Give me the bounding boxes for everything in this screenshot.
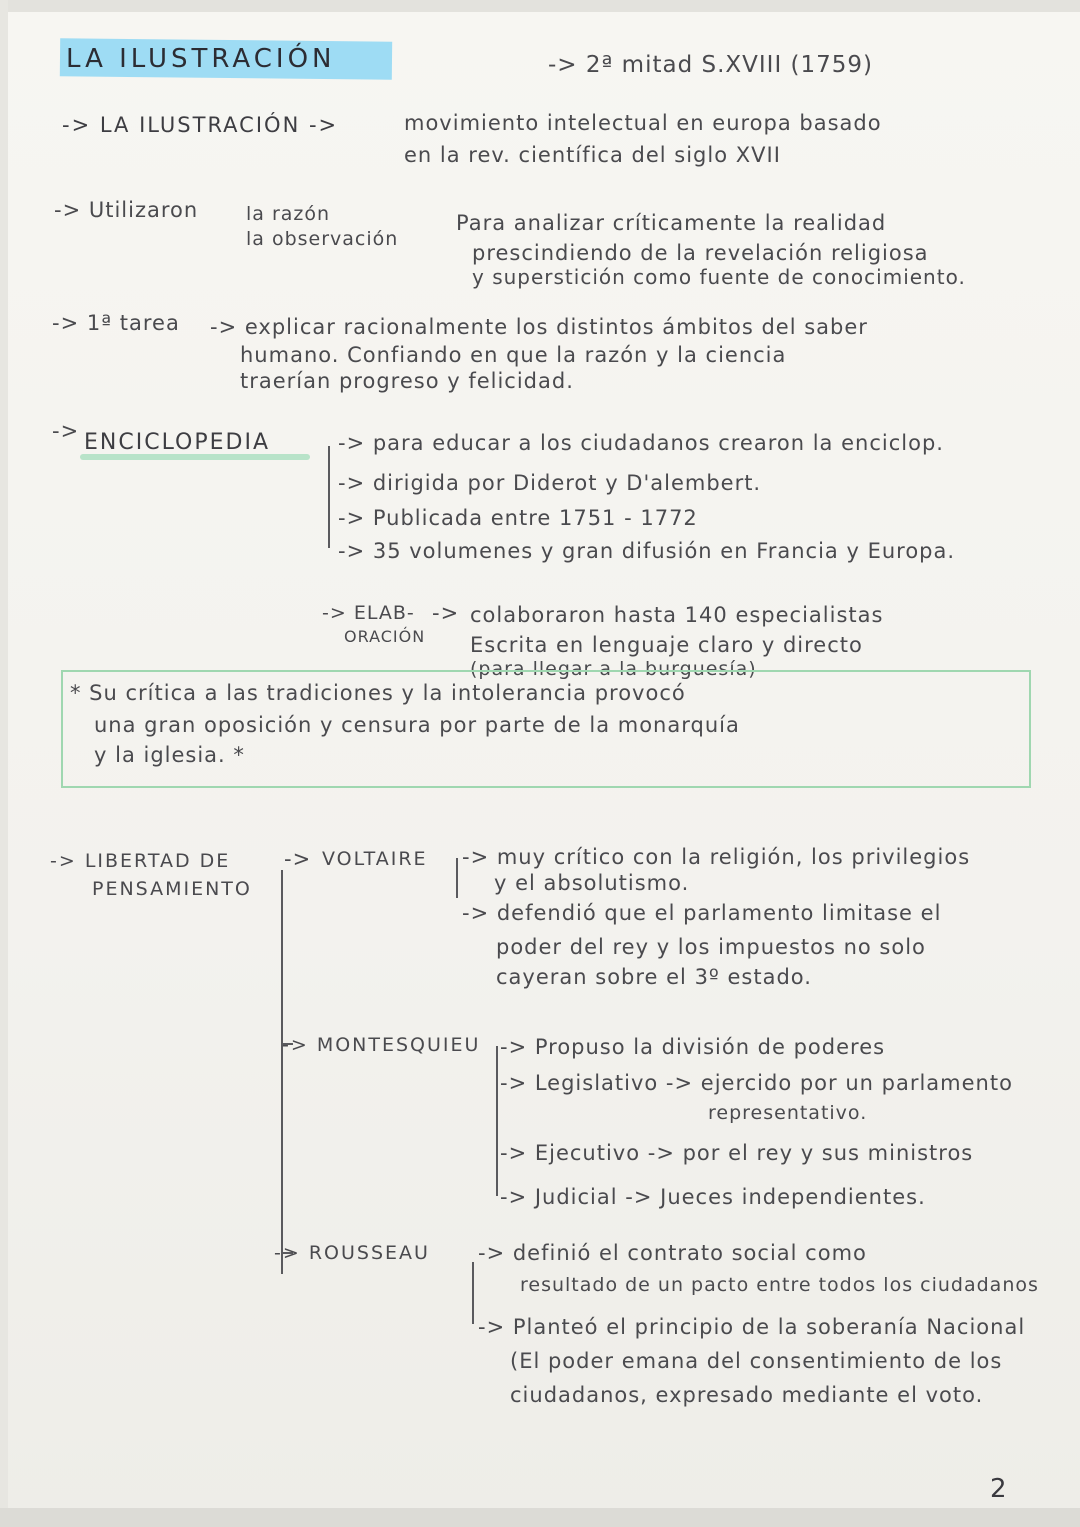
rousseau-name: -> ROUSSEAU: [274, 1242, 430, 1264]
rousseau-bracket: [472, 1262, 474, 1324]
encyclopedia-item-4: -> 35 volumenes y gran difusión en Francia y Europa.: [338, 539, 956, 563]
montesquieu-line-4: -> Ejecutivo -> por el rey y sus ministros: [500, 1141, 974, 1165]
tools-purpose-line-2: prescindiendo de la revelación religiosa: [472, 241, 929, 265]
encyclopedia-label: ENCICLOPEDIA: [84, 430, 271, 455]
montesquieu-bracket: [496, 1046, 498, 1196]
montesquieu-line-1: -> Propuso la división de poderes: [500, 1035, 886, 1059]
page-title: LA ILUSTRACIÓN: [66, 44, 336, 74]
rousseau-line-5: ciudadanos, expresado mediante el voto.: [510, 1383, 984, 1407]
page-left-edge: [0, 0, 8, 1527]
elaboration-line-1: colaboraron hasta 140 especialistas: [470, 603, 884, 627]
definition-term: -> LA ILUSTRACIÓN ->: [62, 113, 339, 137]
note-line-3: y la iglesia. *: [94, 743, 245, 767]
first-task-label: -> 1ª tarea: [52, 311, 180, 335]
note-line-1: * Su crítica a las tradiciones y la intolerancia provocó: [70, 681, 686, 705]
first-task-line-2: humano. Confiando en que la razón y la ciencia: [240, 343, 787, 367]
first-task-line-3: traerían progreso y felicidad.: [240, 369, 574, 393]
elaboration-line-3: (para llegar a la burguesía): [470, 658, 757, 680]
page-bottom-edge: [0, 1508, 1080, 1527]
tools-purpose-line-3: y superstición como fuente de conocimiento.: [472, 265, 966, 289]
voltaire-line-5: cayeran sobre el 3º estado.: [496, 965, 812, 989]
tools-item-reason: la razón: [246, 203, 331, 225]
note-line-2: una gran oposición y censura por parte de la monarquía: [94, 713, 740, 737]
freedom-tree-line: [281, 870, 283, 1274]
montesquieu-line-5: -> Judicial -> Jueces independientes.: [500, 1185, 926, 1209]
tools-item-observation: la observación: [246, 228, 399, 250]
montesquieu-line-3: representativo.: [708, 1102, 868, 1124]
freedom-label-line-2: PENSAMIENTO: [92, 878, 252, 900]
period-note: -> 2ª mitad S.XVIII (1759): [548, 52, 874, 78]
freedom-arrow: ->: [284, 847, 312, 871]
elaboration-line-2: Escrita en lenguaje claro y directo: [470, 633, 863, 657]
freedom-label-line-1: -> LIBERTAD DE: [50, 850, 231, 872]
rousseau-line-3: -> Planteó el principio de la soberanía Nacional: [478, 1315, 1026, 1339]
encyclopedia-item-1: -> para educar a los ciudadanos crearon la enciclop.: [338, 431, 944, 455]
voltaire-bracket: [456, 858, 458, 898]
page-top-edge: [0, 0, 1080, 12]
voltaire-line-1: -> muy crítico con la religión, los privilegios: [462, 845, 971, 869]
elaboration-label-2: ORACIÓN: [344, 627, 426, 646]
definition-line-2: en la rev. científica del siglo XVII: [404, 143, 781, 167]
elaboration-label: -> ELAB-: [322, 602, 415, 624]
voltaire-line-3: -> defendió que el parlamento limitase el: [462, 901, 942, 925]
definition-line-1: movimiento intelectual en europa basado: [404, 111, 882, 135]
tools-label: -> Utilizaron: [54, 198, 199, 222]
encyclopedia-item-3: -> Publicada entre 1751 - 1772: [338, 506, 698, 530]
voltaire-line-4: poder del rey y los impuestos no solo: [496, 935, 926, 959]
voltaire-line-2: y el absolutismo.: [494, 871, 690, 895]
rousseau-line-2: resultado de un pacto entre todos los ciudadanos: [520, 1274, 1039, 1296]
encyclopedia-bracket: [328, 446, 330, 548]
encyclopedia-item-2: -> dirigida por Diderot y D'alembert.: [338, 471, 762, 495]
encyclopedia-arrow: ->: [52, 419, 80, 443]
page-number: 2: [990, 1474, 1007, 1504]
rousseau-line-4: (El poder emana del consentimiento de los: [510, 1349, 1003, 1373]
elaboration-arrow: ->: [432, 601, 460, 625]
montesquieu-line-2: -> Legislativo -> ejercido por un parlamento: [500, 1071, 1013, 1095]
tools-purpose-line-1: Para analizar críticamente la realidad: [456, 211, 887, 235]
montesquieu-name: -> MONTESQUIEU: [282, 1034, 481, 1056]
first-task-line-1: -> explicar racionalmente los distintos ámbitos del saber: [210, 315, 868, 339]
voltaire-name: VOLTAIRE: [322, 848, 428, 870]
rousseau-line-1: -> definió el contrato social como: [478, 1241, 867, 1265]
